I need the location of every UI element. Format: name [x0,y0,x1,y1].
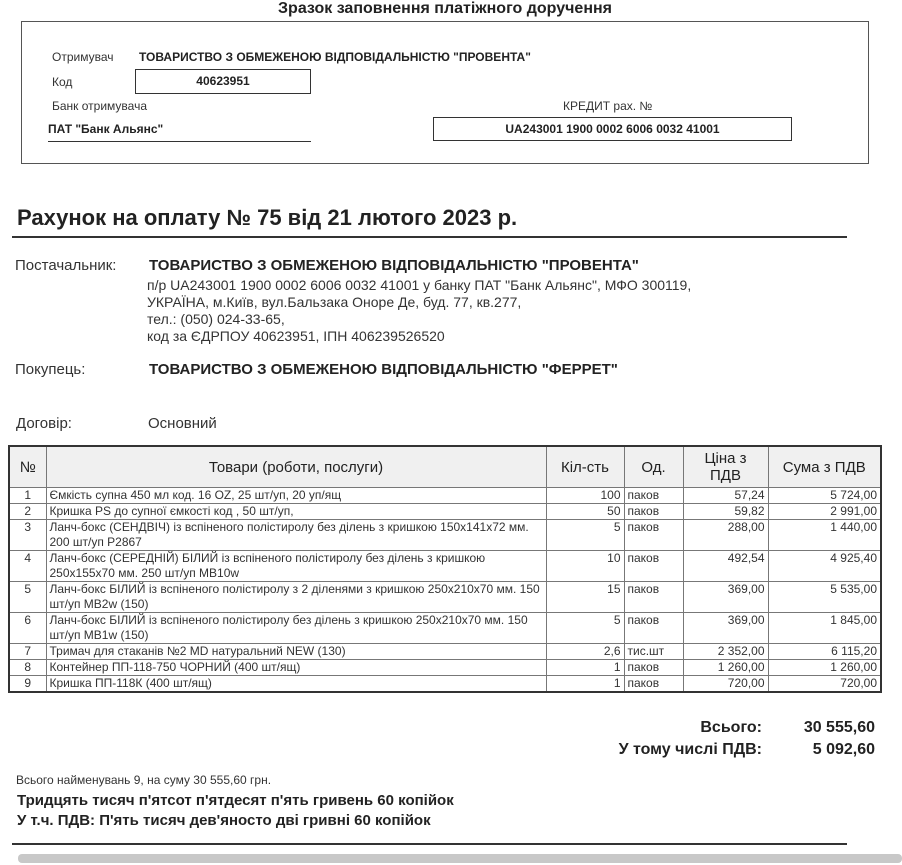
row-number: 7 [9,644,46,660]
invoice-title: Рахунок на оплату № 75 від 21 лютого 2023 р. [17,205,518,230]
total-label: Всього: [700,719,762,736]
item-price: 720,00 [683,676,768,693]
item-price: 288,00 [683,520,768,551]
item-sum: 4 925,40 [768,551,881,582]
table-row [9,644,881,660]
item-price: 2 352,00 [683,644,768,660]
item-unit: паков [624,676,683,693]
item-quantity: 5 [546,520,624,551]
row-number: 4 [9,551,46,582]
buyer-label: Покупець: [15,361,86,378]
supplier-label: Постачальник: [15,257,117,274]
buyer-name: ТОВАРИСТВО З ОБМЕЖЕНОЮ ВІДПОВІДАЛЬНІСТЮ "ФЕРРЕТ" [149,361,618,378]
col-header-price: Ціна з ПДВ [683,446,768,488]
item-name: Кришка PS до супної ємкості код , 50 шт/уп, [46,504,546,520]
item-sum: 1 260,00 [768,660,881,676]
col-header-goods: Товари (роботи, послуги) [46,446,546,488]
item-quantity: 10 [546,551,624,582]
bank-label: Банк отримувача [52,99,148,113]
supplier-line: УКРАЇНА, м.Київ, вул.Бальзака Оноре Де, буд. 77, кв.277, [147,294,522,310]
title-divider [12,236,847,238]
horizontal-scrollbar[interactable] [18,854,902,863]
total-value: 30 555,60 [803,719,875,736]
vat-in-words: У т.ч. ПДВ: П'ять тисяч дев'яносто дві гривні 60 копійок [17,812,431,829]
item-quantity: 1 [546,676,624,693]
contract-value: Основний [148,415,217,432]
recipient-name: ТОВАРИСТВО З ОБМЕЖЕНОЮ ВІДПОВІДАЛЬНІСТЮ "ПРОВЕНТА" [139,50,531,64]
item-price: 1 260,00 [683,660,768,676]
row-number: 2 [9,504,46,520]
table-row [9,504,881,520]
item-quantity: 2,6 [546,644,624,660]
supplier-name: ТОВАРИСТВО З ОБМЕЖЕНОЮ ВІДПОВІДАЛЬНІСТЮ "ПРОВЕНТА" [149,257,639,274]
item-name: Тримач для стаканів №2 MD натуральний NEW (130) [46,644,546,660]
vat-label: У тому числі ПДВ: [618,741,762,758]
item-price: 369,00 [683,582,768,613]
supplier-line: тел.: (050) 024-33-65, [147,311,285,327]
item-unit: паков [624,551,683,582]
item-sum: 5 535,00 [768,582,881,613]
table-row [9,676,881,693]
item-price: 492,54 [683,551,768,582]
item-unit: тис.шт [624,644,683,660]
table-header-row [9,446,881,488]
item-quantity: 1 [546,660,624,676]
item-name: Ланч-бокс (СЕРЕДНІЙ) БІЛИЙ із вспіненого полістиролу без ділень з кришкою 250x155x70 мм. 250 шт/уп MB10w [46,551,546,582]
bank-name: ПАТ "Банк Альянс" [48,122,311,142]
row-number: 1 [9,488,46,504]
item-unit: паков [624,582,683,613]
items-table [8,445,882,693]
item-quantity: 50 [546,504,624,520]
table-row [9,520,881,551]
items-count-line: Всього найменувань 9, на суму 30 555,60 грн. [16,773,272,787]
item-price: 57,24 [683,488,768,504]
row-number: 6 [9,613,46,644]
amount-in-words: Тридцять тисяч п'ятсот п'ятдесят п'ять гривень 60 копійок [17,792,454,809]
item-price: 369,00 [683,613,768,644]
credit-account-box: UA243001 1900 0002 6006 0032 41001 [433,117,792,141]
item-price: 59,82 [683,504,768,520]
bottom-divider [12,843,847,845]
code-label: Код [52,75,73,89]
item-name: Ланч-бокс БІЛИЙ із вспіненого полістиролу з 2 діленями з кришкою 250x210x70 мм. 150 шт/уп MB2w (150) [46,582,546,613]
row-number: 3 [9,520,46,551]
contract-label: Договір: [16,415,72,432]
table-row [9,613,881,644]
item-name: Ланч-бокс БІЛИЙ із вспіненого полістиролу без ділень з кришкою 250x210x70 мм. 150 шт/уп MB1w (150) [46,613,546,644]
recipient-label: Отримувач [52,50,114,64]
item-unit: паков [624,520,683,551]
item-sum: 1 845,00 [768,613,881,644]
item-quantity: 5 [546,613,624,644]
item-quantity: 100 [546,488,624,504]
item-unit: паков [624,504,683,520]
item-unit: паков [624,660,683,676]
col-header-quantity: Кіл-сть [546,446,624,488]
payment-sample-title: Зразок заповнення платіжного доручення [278,0,612,17]
table-row [9,488,881,504]
item-sum: 6 115,20 [768,644,881,660]
item-name: Ланч-бокс (СЕНДВІЧ) із вспіненого полістиролу без ділень з кришкою 150x141x72 мм. 200 шт/уп P2867 [46,520,546,551]
table-row [9,582,881,613]
item-name: Кришка ПП-118К (400 шт/ящ) [46,676,546,693]
item-sum: 2 991,00 [768,504,881,520]
code-value-box: 40623951 [135,69,311,94]
item-sum: 1 440,00 [768,520,881,551]
supplier-line: код за ЄДРПОУ 40623951, ІПН 406239526520 [147,328,445,344]
item-unit: паков [624,488,683,504]
item-sum: 720,00 [768,676,881,693]
row-number: 5 [9,582,46,613]
item-name: Контейнер ПП-118-750 ЧОРНИЙ (400 шт/ящ) [46,660,546,676]
col-header-number: № [9,446,46,488]
table-row [9,551,881,582]
table-row [9,660,881,676]
col-header-sum: Сума з ПДВ [768,446,881,488]
item-quantity: 15 [546,582,624,613]
row-number: 8 [9,660,46,676]
vat-value: 5 092,60 [812,741,875,758]
item-unit: паков [624,613,683,644]
supplier-line: п/р UA243001 1900 0002 6006 0032 41001 у банку ПАТ "Банк Альянс", МФО 300119, [147,277,692,293]
item-sum: 5 724,00 [768,488,881,504]
credit-account-label: КРЕДИТ рах. № [563,99,653,113]
row-number: 9 [9,676,46,693]
item-name: Ємкість супна 450 мл код. 16 OZ, 25 шт/уп, 20 уп/ящ [46,488,546,504]
col-header-unit: Од. [624,446,683,488]
